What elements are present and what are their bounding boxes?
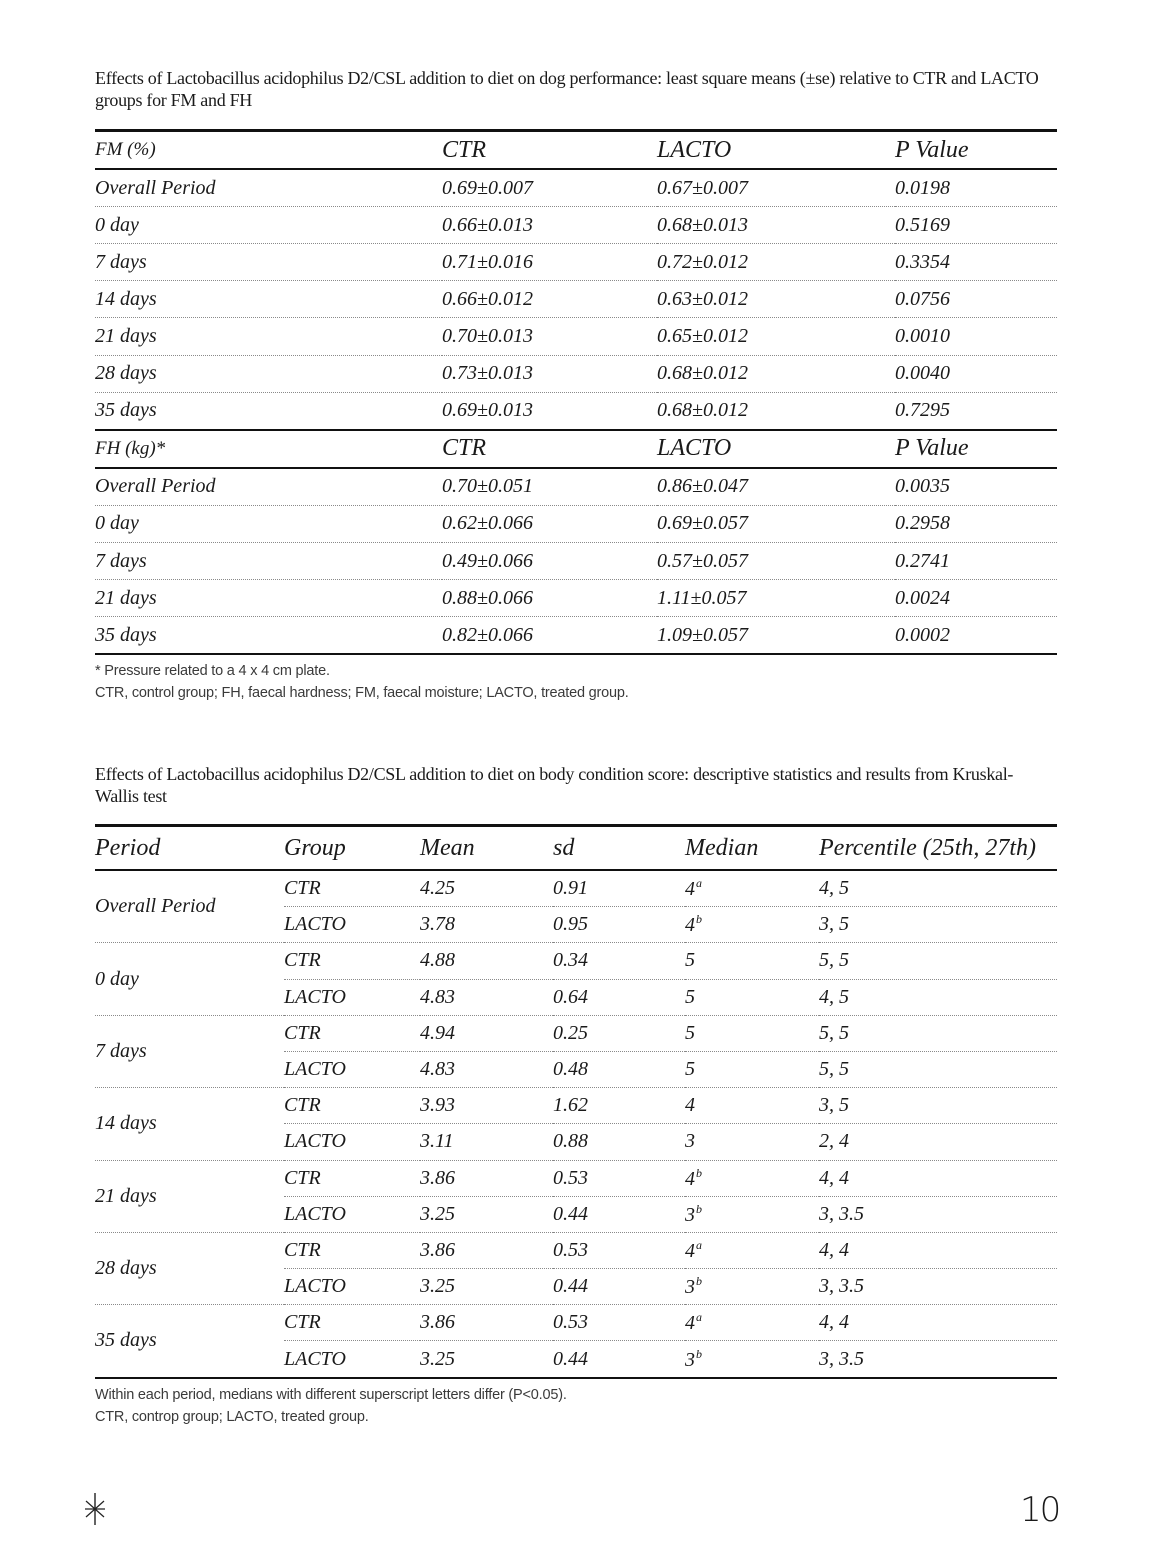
- table-cell: 0.62±0.066: [442, 505, 657, 542]
- fm-table-row: [95, 318, 1057, 355]
- period-label: 35 days: [95, 1305, 284, 1378]
- mean-cell: 3.25: [420, 1269, 553, 1305]
- percentile-cell: 4, 4: [819, 1232, 1057, 1268]
- median-cell: [685, 1305, 819, 1341]
- median-cell: [685, 1124, 819, 1160]
- median-cell: [685, 907, 819, 943]
- percentile-cell: 5, 5: [819, 1051, 1057, 1087]
- table-row: [95, 943, 1057, 979]
- table-row: [95, 1015, 1057, 1051]
- table-cell: 0.67±0.007: [657, 169, 895, 207]
- table-cell: 0.82±0.066: [442, 617, 657, 655]
- table-cell: FM (%): [95, 131, 442, 170]
- group-cell: LACTO: [284, 1269, 420, 1305]
- fh-table-row: [95, 580, 1057, 617]
- table-cell: FH (kg)*: [95, 430, 442, 468]
- percentile-cell: 3, 3.5: [819, 1196, 1057, 1232]
- fm-table-row: [95, 207, 1057, 244]
- fh-table-row: [95, 543, 1057, 580]
- period-label: 21 days: [95, 1160, 284, 1232]
- table-cell: 0.71±0.016: [442, 244, 657, 281]
- median-value: 5: [685, 985, 695, 1008]
- significance-letter: b: [696, 1201, 702, 1216]
- table2-caption: Effects of Lactobacillus acidophilus D2/CSL addition to diet on body condition score: descriptive statistics and results from Kruskal-Wallis test: [95, 764, 1014, 806]
- mean-cell: 3.11: [420, 1124, 553, 1160]
- table-cell: 0.0040: [895, 355, 1057, 392]
- mean-cell: 3.86: [420, 1232, 553, 1268]
- table-cell: Overall Period: [95, 468, 442, 506]
- fh-table-row: [95, 468, 1057, 506]
- sd-cell: 0.25: [553, 1015, 685, 1051]
- median-value: 4: [685, 1094, 695, 1117]
- fm-table-row: [95, 244, 1057, 281]
- mean-cell: 3.86: [420, 1160, 553, 1196]
- table-cell: 1.11±0.057: [657, 580, 895, 617]
- fh-table-row: [95, 617, 1057, 655]
- table-cell: 0.0002: [895, 617, 1057, 655]
- table-cell: 21 days: [95, 318, 442, 355]
- body-condition-table: [95, 824, 1057, 1379]
- table-cell: 7 days: [95, 543, 442, 580]
- table1-abbreviations: CTR, control group; FH, faecal hardness; FM, faecal moisture; LACTO, treated group.: [95, 685, 629, 701]
- median-cell: [685, 943, 819, 979]
- table-cell: 0.86±0.047: [657, 468, 895, 506]
- group-cell: CTR: [284, 1015, 420, 1051]
- median-cell: [685, 1051, 819, 1087]
- table-cell: 0.2958: [895, 505, 1057, 542]
- period-label: 14 days: [95, 1088, 284, 1160]
- group-cell: LACTO: [284, 979, 420, 1015]
- table-cell: 0.0035: [895, 468, 1057, 506]
- group-cell: CTR: [284, 1305, 420, 1341]
- percentile-cell: 5, 5: [819, 1015, 1057, 1051]
- group-cell: CTR: [284, 1160, 420, 1196]
- mean-cell: 3.86: [420, 1305, 553, 1341]
- table-cell: 21 days: [95, 580, 442, 617]
- sd-cell: 0.91: [553, 870, 685, 907]
- median-value: 4: [685, 914, 695, 937]
- median-value: 4: [685, 878, 695, 901]
- table-cell: 0.0756: [895, 281, 1057, 318]
- median-value: 5: [685, 949, 695, 972]
- sd-cell: 0.44: [553, 1341, 685, 1378]
- significance-letter: a: [696, 1237, 702, 1252]
- median-value: 4: [685, 1239, 695, 1262]
- table-row: [95, 1232, 1057, 1268]
- significance-letter: b: [696, 912, 702, 927]
- table-cell: 7 days: [95, 244, 442, 281]
- fh-table-row: [95, 505, 1057, 542]
- mean-cell: 3.78: [420, 907, 553, 943]
- table-cell: 0 day: [95, 505, 442, 542]
- mean-cell: 4.94: [420, 1015, 553, 1051]
- table1-caption: Effects of Lactobacillus acidophilus D2/CSL addition to diet on dog performance: least square means (±se) relative to CTR and LACTO groups for FM and FH: [95, 68, 1039, 110]
- percentile-cell: 3, 3.5: [819, 1341, 1057, 1378]
- sd-cell: 0.64: [553, 979, 685, 1015]
- significance-letter: a: [696, 1310, 702, 1325]
- table-cell: 0.68±0.012: [657, 392, 895, 430]
- median-cell: [685, 1088, 819, 1124]
- table-cell: 0.70±0.013: [442, 318, 657, 355]
- column-header: Percentile (25th, 27th): [819, 826, 1057, 871]
- percentile-cell: 2, 4: [819, 1124, 1057, 1160]
- group-cell: LACTO: [284, 1341, 420, 1378]
- significance-letter: b: [696, 1165, 702, 1180]
- table-cell: 0.70±0.051: [442, 468, 657, 506]
- table-cell: 0.0198: [895, 169, 1057, 207]
- period-label: Overall Period: [95, 870, 284, 943]
- table-cell: 28 days: [95, 355, 442, 392]
- percentile-cell: 3, 5: [819, 1088, 1057, 1124]
- fm-table-row: [95, 392, 1057, 430]
- fh-header-row: [95, 430, 1057, 468]
- group-cell: LACTO: [284, 1124, 420, 1160]
- fm-header-row: [95, 131, 1057, 170]
- sd-cell: 0.44: [553, 1269, 685, 1305]
- median-value: 5: [685, 1058, 695, 1081]
- median-cell: [685, 1015, 819, 1051]
- median-cell: [685, 1269, 819, 1305]
- table-cell: 0.0024: [895, 580, 1057, 617]
- table-cell: 0.72±0.012: [657, 244, 895, 281]
- median-cell: [685, 979, 819, 1015]
- group-cell: CTR: [284, 870, 420, 907]
- column-header: sd: [553, 826, 685, 871]
- sd-cell: 0.53: [553, 1160, 685, 1196]
- median-value: 3: [685, 1130, 695, 1153]
- table-cell: 0.3354: [895, 244, 1057, 281]
- median-cell: [685, 1341, 819, 1378]
- percentile-cell: 3, 5: [819, 907, 1057, 943]
- table-cell: 0.5169: [895, 207, 1057, 244]
- table-cell: 0.88±0.066: [442, 580, 657, 617]
- table-cell: 0.68±0.013: [657, 207, 895, 244]
- column-header: Mean: [420, 826, 553, 871]
- table-cell: 0.66±0.013: [442, 207, 657, 244]
- percentile-cell: 4, 5: [819, 979, 1057, 1015]
- mean-cell: 4.83: [420, 1051, 553, 1087]
- sd-cell: 0.95: [553, 907, 685, 943]
- mean-cell: 3.93: [420, 1088, 553, 1124]
- sd-cell: 0.53: [553, 1305, 685, 1341]
- table-cell: 1.09±0.057: [657, 617, 895, 655]
- sd-cell: 0.53: [553, 1232, 685, 1268]
- column-header: Period: [95, 826, 284, 871]
- table-cell: 0.2741: [895, 543, 1057, 580]
- mean-cell: 4.83: [420, 979, 553, 1015]
- group-cell: CTR: [284, 1088, 420, 1124]
- table-row: [95, 1160, 1057, 1196]
- table-cell: 0.0010: [895, 318, 1057, 355]
- sd-cell: 0.88: [553, 1124, 685, 1160]
- fm-table-row: [95, 281, 1057, 318]
- bcs-header-row: [95, 826, 1057, 871]
- percentile-cell: 4, 5: [819, 870, 1057, 907]
- percentile-cell: 5, 5: [819, 943, 1057, 979]
- fm-table-row: [95, 169, 1057, 207]
- table-cell: 0.49±0.066: [442, 543, 657, 580]
- table-row: [95, 1305, 1057, 1341]
- table-cell: P Value: [895, 430, 1057, 468]
- table-cell: Overall Period: [95, 169, 442, 207]
- table2-abbreviations: CTR, controp group; LACTO, treated group.: [95, 1409, 369, 1425]
- table-cell: 0.69±0.007: [442, 169, 657, 207]
- table-cell: P Value: [895, 131, 1057, 170]
- table-cell: 0.7295: [895, 392, 1057, 430]
- table-row: [95, 1088, 1057, 1124]
- median-value: 3: [685, 1348, 695, 1371]
- period-label: 7 days: [95, 1015, 284, 1087]
- median-cell: [685, 1196, 819, 1232]
- page-number: 10: [1020, 1490, 1060, 1530]
- table-cell: LACTO: [657, 131, 895, 170]
- significance-letter: b: [696, 1274, 702, 1289]
- table-cell: 0.57±0.057: [657, 543, 895, 580]
- median-value: 4: [685, 1312, 695, 1335]
- median-cell: [685, 1232, 819, 1268]
- mean-cell: 4.88: [420, 943, 553, 979]
- fm-table-row: [95, 355, 1057, 392]
- column-header: Median: [685, 826, 819, 871]
- table-cell: 0.66±0.012: [442, 281, 657, 318]
- group-cell: LACTO: [284, 907, 420, 943]
- table-cell: 0.69±0.013: [442, 392, 657, 430]
- sd-cell: 0.44: [553, 1196, 685, 1232]
- group-cell: CTR: [284, 1232, 420, 1268]
- sd-cell: 0.48: [553, 1051, 685, 1087]
- table-cell: 35 days: [95, 617, 442, 655]
- group-cell: CTR: [284, 943, 420, 979]
- mean-cell: 3.25: [420, 1341, 553, 1378]
- table-cell: LACTO: [657, 430, 895, 468]
- median-cell: [685, 1160, 819, 1196]
- significance-letter: a: [696, 876, 702, 891]
- table-cell: 35 days: [95, 392, 442, 430]
- mean-cell: 3.25: [420, 1196, 553, 1232]
- faecal-table: [95, 129, 1057, 655]
- median-cell: [685, 870, 819, 907]
- table-cell: CTR: [442, 430, 657, 468]
- median-value: 4: [685, 1167, 695, 1190]
- table-cell: 0.65±0.012: [657, 318, 895, 355]
- table-cell: 0 day: [95, 207, 442, 244]
- percentile-cell: 3, 3.5: [819, 1269, 1057, 1305]
- table-cell: 0.69±0.057: [657, 505, 895, 542]
- period-label: 28 days: [95, 1232, 284, 1304]
- median-value: 3: [685, 1203, 695, 1226]
- table-cell: 0.63±0.012: [657, 281, 895, 318]
- sd-cell: 0.34: [553, 943, 685, 979]
- sd-cell: 1.62: [553, 1088, 685, 1124]
- mean-cell: 4.25: [420, 870, 553, 907]
- group-cell: LACTO: [284, 1196, 420, 1232]
- period-label: 0 day: [95, 943, 284, 1015]
- median-value: 3: [685, 1276, 695, 1299]
- percentile-cell: 4, 4: [819, 1160, 1057, 1196]
- star-sparkle-icon: [84, 1492, 106, 1526]
- percentile-cell: 4, 4: [819, 1305, 1057, 1341]
- group-cell: LACTO: [284, 1051, 420, 1087]
- table1-footnote: * Pressure related to a 4 x 4 cm plate.: [95, 663, 330, 679]
- column-header: Group: [284, 826, 420, 871]
- table-cell: 0.73±0.013: [442, 355, 657, 392]
- table-row: [95, 870, 1057, 907]
- median-value: 5: [685, 1021, 695, 1044]
- significance-letter: b: [696, 1346, 702, 1361]
- table-cell: 14 days: [95, 281, 442, 318]
- table-cell: CTR: [442, 131, 657, 170]
- table-cell: 0.68±0.012: [657, 355, 895, 392]
- table2-footnote: Within each period, medians with different superscript letters differ (P<0.05).: [95, 1387, 567, 1403]
